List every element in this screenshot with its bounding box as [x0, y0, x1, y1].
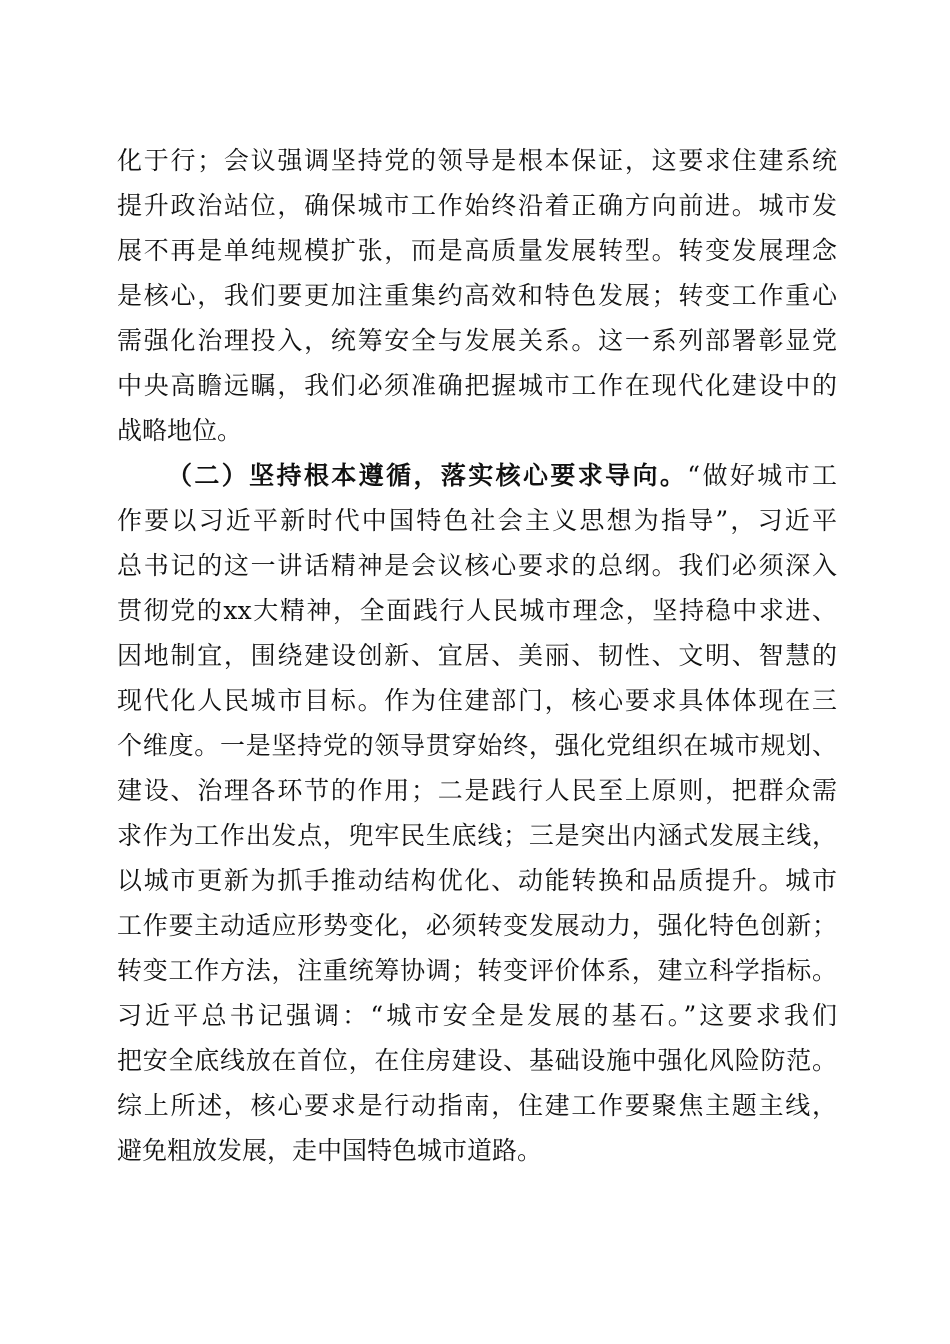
paragraph-line: 习近平总书记强调：“城市安全是发展的基石。”这要求我们 — [117, 1001, 837, 1030]
paragraph-line: 因地制宜，围绕建设创新、宜居、美丽、韧性、文明、智慧的 — [117, 641, 837, 670]
paragraph-line: 提升政治站位，确保城市工作始终沿着正确方向前进。城市发 — [117, 191, 837, 220]
paragraph-line: 综上所述，核心要求是行动指南，住建工作要聚焦主题主线， — [117, 1091, 837, 1120]
paragraph-line: 需强化治理投入，统筹安全与发展关系。这一系列部署彰显党 — [117, 326, 837, 355]
paragraph-line: 化于行；会议强调坚持党的领导是根本保证，这要求住建系统 — [117, 146, 837, 175]
section-heading: （二）坚持根本遵循，落实核心要求导向。 — [167, 461, 688, 490]
paragraph-line: 求作为工作出发点，兜牢民生底线；三是突出内涵式发展主线， — [117, 821, 837, 850]
paragraph-line: 建设、治理各环节的作用；二是践行人民至上原则，把群众需 — [117, 776, 837, 805]
paragraph-line: 现代化人民城市目标。作为住建部门，核心要求具体体现在三 — [117, 686, 837, 715]
paragraph-line: 个维度。一是坚持党的领导贯穿始终，强化党组织在城市规划、 — [117, 731, 837, 760]
paragraph-line-rest: “做好城市工 — [687, 461, 837, 490]
paragraph-line: 作要以习近平新时代中国特色社会主义思想为指导”，习近平 — [117, 506, 837, 535]
paragraph-line: 中央高瞻远瞩，我们必须准确把握城市工作在现代化建设中的 — [117, 371, 837, 400]
paragraph-1 — [117, 138, 837, 453]
document-body — [117, 138, 837, 1173]
paragraph-line: 战略地位。 — [117, 416, 243, 445]
paragraph-line: 把安全底线放在首位，在住房建设、基础设施中强化风险防范。 — [117, 1046, 837, 1075]
paragraph-line: 总书记的这一讲话精神是会议核心要求的总纲。我们必须深入 — [117, 551, 837, 580]
paragraph-line: 是核心，我们要更加注重集约高效和特色发展；转变工作重心 — [117, 281, 837, 310]
paragraph-2 — [117, 453, 837, 1173]
paragraph-line: 工作要主动适应形势变化，必须转变发展动力，强化特色创新； — [117, 911, 837, 940]
paragraph-line: 避免粗放发展，走中国特色城市道路。 — [117, 1136, 543, 1165]
paragraph-line: 展不再是单纯规模扩张，而是高质量发展转型。转变发展理念 — [117, 236, 837, 265]
paragraph-first-line — [117, 453, 837, 498]
paragraph-line: 转变工作方法，注重统筹协调；转变评价体系，建立科学指标。 — [117, 956, 837, 985]
paragraph-line: 以城市更新为抓手推动结构优化、动能转换和品质提升。城市 — [117, 866, 837, 895]
paragraph-line: 贯彻党的xx大精神，全面践行人民城市理念，坚持稳中求进、 — [117, 596, 837, 625]
